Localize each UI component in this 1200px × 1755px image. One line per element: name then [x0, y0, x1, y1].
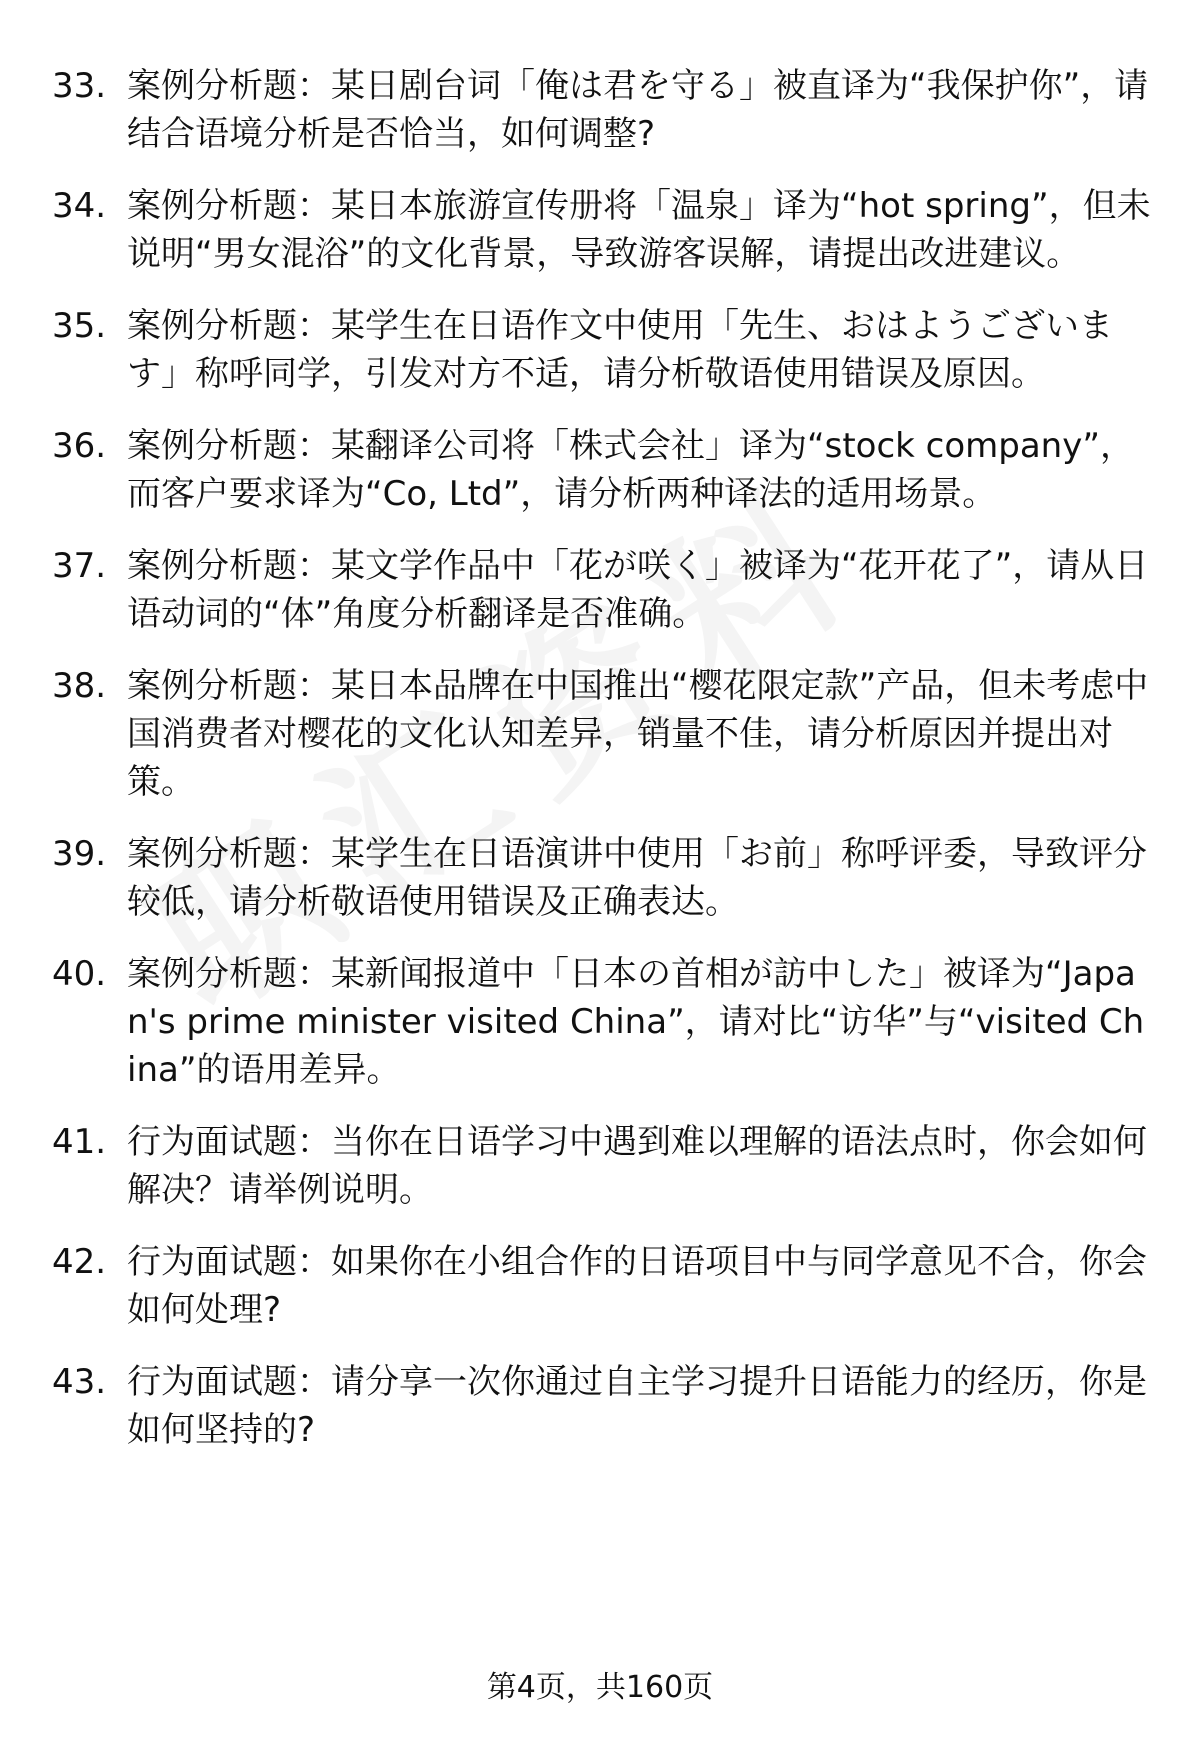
question-text: 案例分析题：某文学作品中「花が咲く」被译为“花开花了”，请从日语动词的“体”角度分析翻译是否准确。: [127, 546, 1149, 634]
question-number: 38.: [52, 666, 107, 706]
question-number: 37.: [52, 546, 107, 586]
question-item: [52, 182, 1152, 278]
question-text: 行为面试题：请分享一次你通过自主学习提升日语能力的经历，你是如何坚持的?: [127, 1362, 1147, 1450]
question-item: [52, 62, 1152, 158]
question-number: 39.: [52, 834, 107, 874]
question-text: 案例分析题：某学生在日语作文中使用「先生、おはようございます」称呼同学，引发对方不适，请分析敬语使用错误及原因。: [127, 306, 1113, 394]
question-number: 42.: [52, 1242, 107, 1282]
question-text: 案例分析题：某日本旅游宣传册将「温泉」译为“hot spring”，但未说明“男女混浴”的文化背景，导致游客误解，请提出改进建议。: [127, 186, 1151, 274]
question-item: [52, 830, 1152, 926]
question-text: 行为面试题：当你在日语学习中遇到难以理解的语法点时，你会如何解决？请举例说明。: [127, 1122, 1147, 1210]
page-number-label: 第4页，共160页: [486, 1670, 714, 1705]
question-text: 案例分析题：某日剧台词「俺は君を守る」被直译为“我保护你”，请结合语境分析是否恰当，如何调整?: [127, 66, 1149, 154]
question-number: 34.: [52, 186, 107, 226]
question-item: [52, 422, 1152, 518]
question-text: 案例分析题：某学生在日语演讲中使用「お前」称呼评委，导致评分较低，请分析敬语使用错误及正确表达。: [127, 834, 1147, 922]
question-number: 36.: [52, 426, 107, 466]
question-text: 案例分析题：某翻译公司将「株式会社」译为“stock company”，而客户要求译为“Co, Ltd”，请分析两种译法的适用场景。: [127, 426, 1134, 514]
question-text: 行为面试题：如果你在小组合作的日语项目中与同学意见不合，你会如何处理?: [127, 1242, 1147, 1330]
question-number: 41.: [52, 1122, 107, 1162]
question-list: [52, 62, 1152, 1454]
question-text: 案例分析题：某日本品牌在中国推出“樱花限定款”产品，但未考虑中国消费者对樱花的文化认知差异，销量不佳，请分析原因并提出对策。: [127, 666, 1149, 802]
question-item: [52, 1358, 1152, 1454]
question-item: [52, 662, 1152, 806]
question-item: [52, 1118, 1152, 1214]
question-item: [52, 542, 1152, 638]
question-item: [52, 1238, 1152, 1334]
question-number: 40.: [52, 954, 107, 994]
question-text: 案例分析题：某新闻报道中「日本の首相が訪中した」被译为“Japan's prime minister visited China”，请对比“访华”与“visited China”的语用差异。: [127, 954, 1145, 1090]
page-footer: [0, 1668, 1200, 1708]
question-number: 35.: [52, 306, 107, 346]
question-item: [52, 950, 1152, 1094]
question-number: 33.: [52, 66, 107, 106]
question-item: [52, 302, 1152, 398]
question-number: 43.: [52, 1362, 107, 1402]
